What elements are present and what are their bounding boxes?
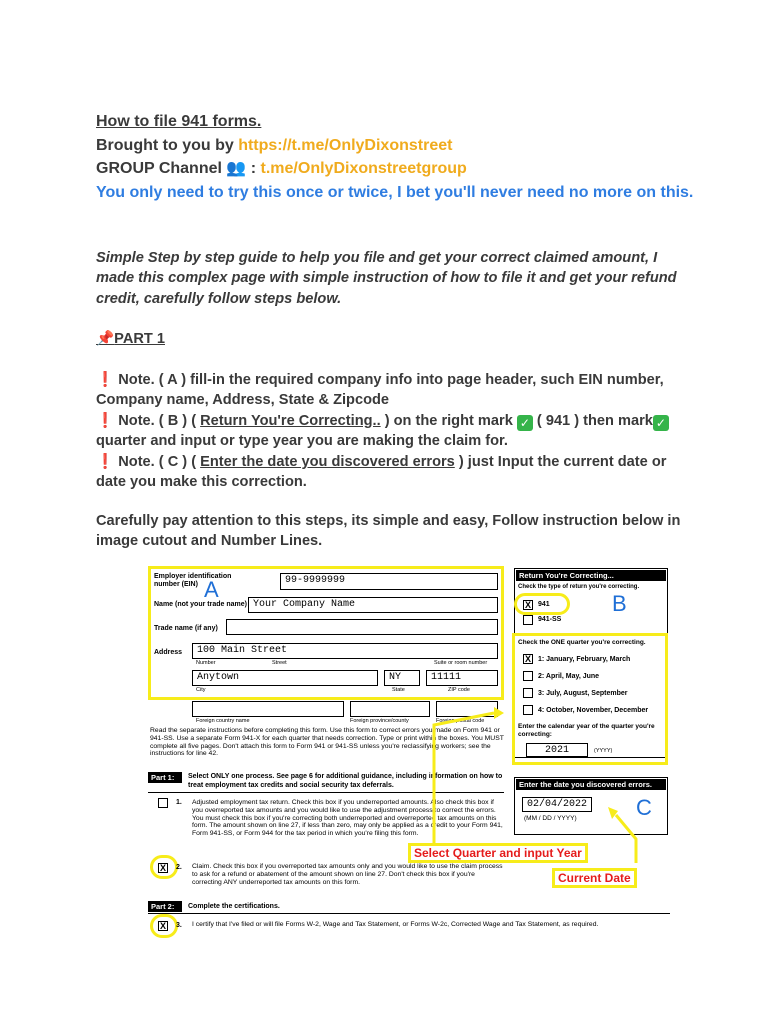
date-format: (MM / DD / YYYY) [524, 815, 577, 822]
brought-by-label: Brought to you by [96, 137, 239, 154]
date-discovered-field[interactable]: 02/04/2022 [522, 797, 592, 812]
street-sublabel: Street [272, 660, 287, 666]
ein-label: Employer identification number (EIN) [154, 573, 232, 588]
return-941-label: 941 [538, 601, 550, 608]
page-title: How to file 941 forms. [96, 113, 262, 130]
part1-text: Select ONLY one process. See page 6 for additional guidance, including information on how to treat employment tax credits and social security tax deferrals. [188, 773, 503, 789]
q3-label: 3: July, August, September [538, 690, 628, 697]
year-format: (YYYY) [594, 748, 613, 754]
arrow-quarter-head [494, 707, 504, 719]
note-c-pre: Note. ( C ) ( [118, 453, 201, 470]
q1-label: 1: January, February, March [538, 656, 631, 663]
part1-heading [96, 329, 165, 350]
foreign-postal-sublabel: Foreign postal code [436, 718, 485, 724]
marker-b: B [612, 591, 627, 616]
return-type-prompt: Check the type of return you're correcting. [518, 584, 640, 590]
item3-checkbox[interactable]: X [159, 921, 166, 931]
form-instructions: Read the separate instructions before completing this form. Use this form to correct errors you made on Form 941 or 941-SS. Use a separate Form 941-X for each quarter that needs correction. Type or print within the boxes. You MUST complete all five pages. Don't attach this form to Form 941 or 941-SS unless you're reclassifying workers; see the instructions for line 42. [150, 727, 504, 758]
group-link[interactable]: t.me/OnlyDixonstreetgroup [260, 160, 467, 177]
year-field[interactable]: 2021 [526, 743, 588, 757]
part2-tag: Part 2: [148, 901, 182, 912]
ein-field[interactable]: 99-9999999 [280, 573, 498, 590]
notes-block [96, 370, 696, 492]
item3-number: 3. [176, 922, 182, 929]
address-label: Address [154, 649, 183, 656]
return-941-checkbox[interactable]: X [524, 600, 531, 610]
year-prompt: Enter the calendar year of the quarter you're correcting: [518, 723, 655, 738]
item2-checkbox[interactable]: X [159, 863, 166, 873]
note-c [96, 452, 696, 493]
number-sublabel: Number [196, 660, 216, 666]
arrow-overlay [96, 563, 672, 946]
part1-label: PART 1 [114, 331, 165, 347]
note-c-end: ) just Input the current date or date you make this correction. [96, 453, 667, 491]
note-a [96, 370, 696, 411]
trade-name-label: Trade name (if any) [154, 625, 218, 632]
callout-current-date: Current Date [552, 868, 637, 888]
item2-text: Claim. Check this box if you overreported tax amounts only and you would like to use the claim process to ask for a refund or abatement of the amount shown on line 27. Don't check this box if you're correcting ANY underreported tax amounts on this form. [192, 863, 503, 886]
q1-checkbox[interactable]: X [524, 654, 531, 664]
note-b-underlined: Return You're Correcting.. [200, 412, 381, 429]
part1-tag: Part 1: [148, 772, 182, 783]
intro-paragraph: Simple Step by step guide to help you file and get your correct claimed amount, I made this complex page with simple instruction of how to file it and get your refund credit, carefully follow steps below. [96, 250, 677, 307]
city-sublabel: City [196, 687, 206, 693]
return-941ss-label: 941-SS [538, 616, 562, 623]
return-correcting-title: Return You're Correcting... [516, 570, 666, 581]
item1-text: Adjusted employment tax return. Check this box if you underreported amounts. Also check this box if you overreported tax amounts and you would like to use the adjustment process to correct the errors. You must check this box if you're correcting both underreported and overreported tax amounts on this form. The amount shown on line 27, if less than zero, may only be applied as a credit to your Form 941, Form 941-SS, or Form 944 for the tax period in which you're filing this form. [192, 799, 503, 838]
foreign-country-sublabel: Foreign country name [196, 718, 250, 724]
note-b-end: quarter and input or type year you are making the claim for. [96, 433, 508, 450]
tagline: You only need to try this once or twice, I bet you'll never need no more on this. [96, 184, 694, 201]
note-c-underlined: Enter the date you discovered errors [200, 453, 455, 470]
item3-text: I certify that I've filed or will file Forms W-2, Wage and Tax Statement, or Forms W-2c, Corrected Wage and Tax Statement, as required. [192, 921, 599, 928]
foreign-province-sublabel: Foreign province/county [350, 718, 409, 724]
marker-c: C [636, 795, 652, 820]
checkmark-icon: ✓ [653, 415, 669, 431]
zip-sublabel: ZIP code [448, 687, 470, 693]
item1-number: 1. [176, 799, 182, 806]
note-b-pre: Note. ( B ) ( [118, 412, 201, 429]
arrow-quarter-path [434, 713, 494, 843]
city-field[interactable]: Anytown [192, 670, 378, 686]
street-field[interactable]: 100 Main Street [192, 643, 498, 659]
exclamation-icon: ❗ [96, 453, 115, 470]
state-sublabel: State [392, 687, 405, 693]
channel-link[interactable]: https://t.me/OnlyDixonstreet [238, 137, 453, 154]
state-field[interactable]: NY [384, 670, 420, 686]
form-941x-cutout [96, 563, 672, 946]
part2-text: Complete the certifications. [188, 903, 280, 910]
q2-label: 2: April, May, June [538, 673, 600, 680]
q4-label: 4: October, November, December [538, 707, 649, 714]
careful-paragraph: Carefully pay attention to this steps, its simple and easy, Follow instruction below in image cutout and Number Lines. [96, 513, 681, 550]
item2-number: 2. [176, 864, 182, 871]
checkmark-icon: ✓ [517, 415, 533, 431]
company-name-field[interactable]: Your Company Name [248, 597, 498, 613]
group-channel-line [96, 159, 467, 180]
quarter-prompt: Check the ONE quarter you're correcting. [518, 639, 646, 646]
exclamation-icon: ❗ [96, 372, 115, 388]
callout-select-quarter: Select Quarter and input Year [408, 843, 588, 863]
zip-field[interactable]: 11111 [426, 670, 498, 686]
pushpin-icon: 📌 [96, 331, 115, 347]
group-channel-label: GROUP Channel [96, 160, 227, 177]
note-b [96, 411, 696, 452]
marker-a: A [204, 577, 219, 602]
brought-by-line [96, 136, 452, 157]
group-icon: 👥 [226, 160, 247, 177]
note-b-mid: ) on the right mark [380, 412, 517, 429]
note-b-mid2: ( 941 ) then mark [532, 412, 653, 429]
arrow-date-path [616, 815, 636, 863]
exclamation-icon: ❗ [96, 412, 115, 429]
suite-sublabel: Suite or room number [434, 660, 488, 666]
note-a-text: Note. ( A ) fill-in the required company info into page header, such EIN number, Company name, Address, State & Zipcode [96, 372, 664, 409]
date-discovered-title: Enter the date you discovered errors. [516, 779, 666, 790]
name-label: Name (not your trade name) [154, 601, 247, 608]
group-separator: : [246, 160, 261, 177]
